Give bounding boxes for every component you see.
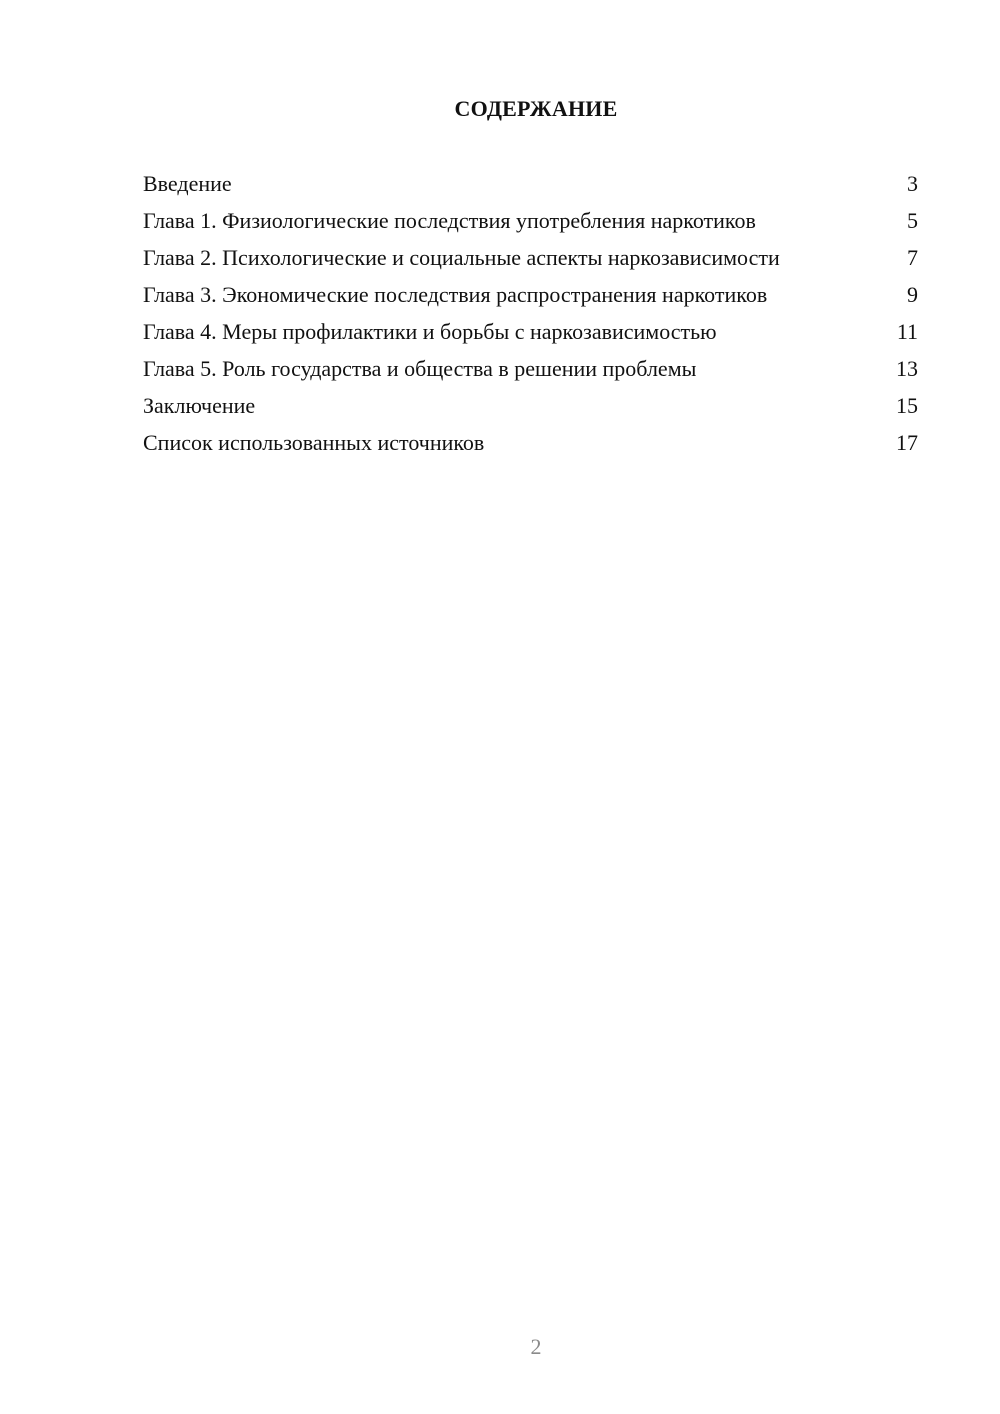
toc-entry-page: 3 [907,171,918,196]
toc-entry-title: Глава 3. Экономические последствия распространения наркотиков [143,282,768,307]
table-of-contents [143,170,918,466]
toc-entry-page: 11 [896,319,918,344]
toc-entry-title: Глава 1. Физиологические последствия употребления наркотиков [143,208,756,233]
toc-entry-chapter-4 [143,318,918,345]
page-number: 2 [530,1334,542,1359]
toc-entry-chapter-5 [143,355,918,382]
toc-entry-page: 13 [896,356,918,381]
toc-entry-page: 17 [896,430,918,455]
toc-entry-title: Глава 5. Роль государства и общества в решении проблемы [143,356,697,381]
toc-entry-title: Глава 2. Психологические и социальные аспекты наркозависимости [143,245,780,270]
toc-entry-page: 7 [907,245,918,270]
toc-entry-title: Глава 4. Меры профилактики и борьбы с наркозависимостью [143,319,717,344]
toc-entry-references [143,429,918,456]
toc-entry-title: Введение [143,171,232,196]
toc-entry-page: 15 [896,393,918,418]
toc-entry-title: Список использованных источников [143,430,485,455]
toc-entry-introduction [143,170,918,197]
toc-entry-chapter-3 [143,281,918,308]
toc-entry-chapter-2 [143,244,918,271]
toc-entry-title: Заключение [143,393,256,418]
page-title: СОДЕРЖАНИЕ [454,96,618,121]
toc-entry-page: 9 [907,282,918,307]
toc-entry-chapter-1 [143,207,918,234]
toc-entry-page: 5 [907,208,918,233]
toc-entry-conclusion [143,392,918,419]
